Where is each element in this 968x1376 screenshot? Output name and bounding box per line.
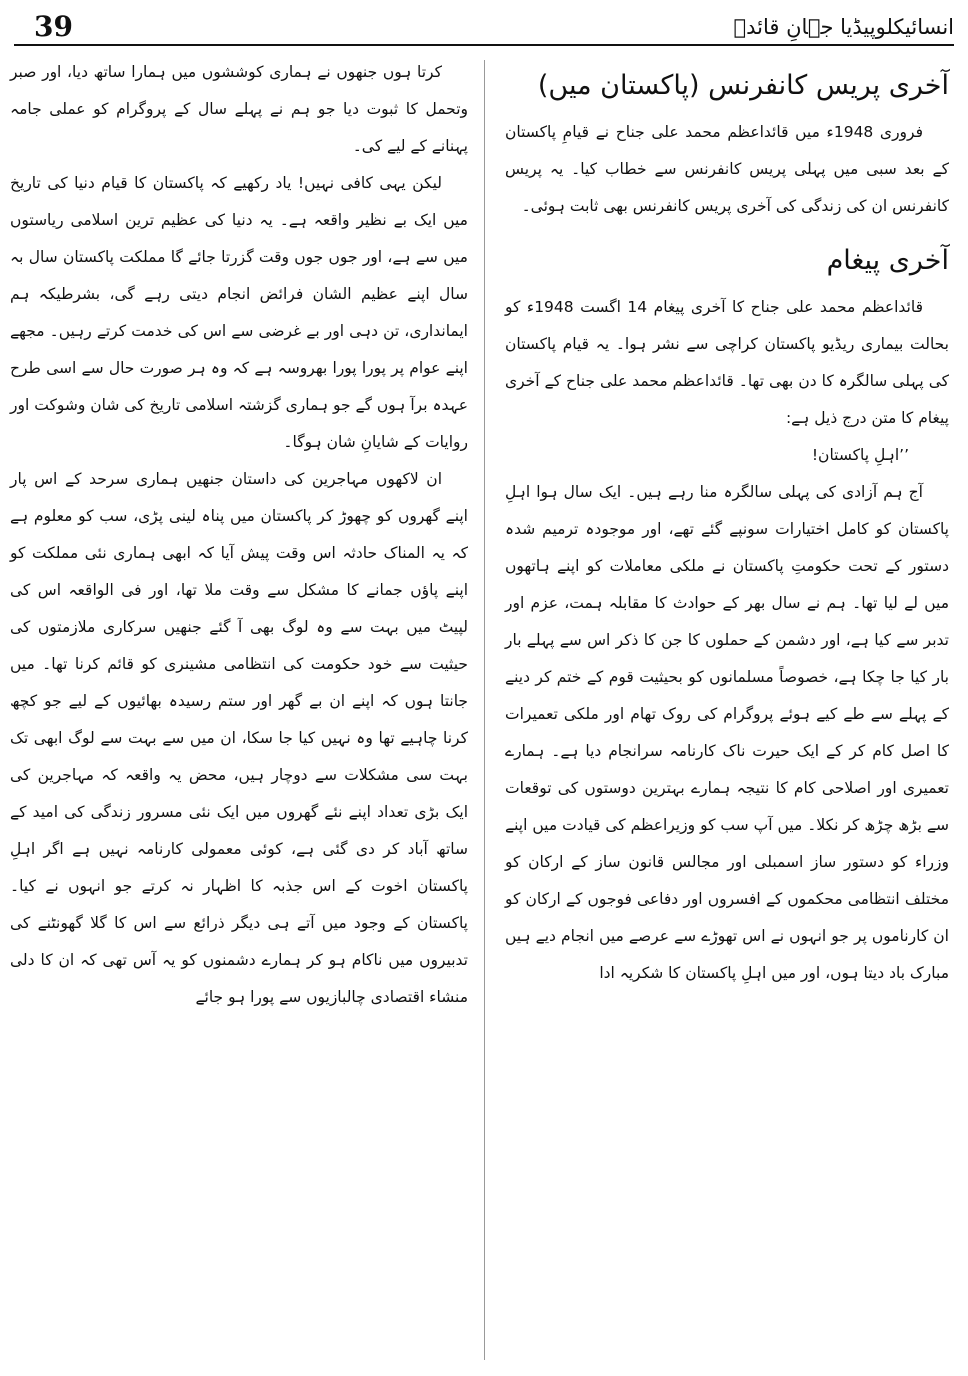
page-header bbox=[14, 10, 954, 48]
running-title: انسائیکلوپیڈیا جہانِ قائدؒ bbox=[733, 15, 954, 39]
paragraph-not-enough: لیکن یہی کافی نہیں! یاد رکھیے کہ پاکستان کا قیام دنیا کی تاریخ میں ایک بے نظیر واقعہ ہے۔ یہ دنیا کی عظیم ترین اسلامی ریاستوں میں سے ہے، اور جوں جوں وقت گزرتا جائے گا مملکت پاکستان سال بہ سال اپنے عظیم الشان فرائض انجام دیتی رہے گی، بشرطیکہ ہم ایمانداری، تن دہی اور بے غرضی سے اس کی خدمت کرتے رہیں۔ مجھے اپنے عوام پر پورا پورا بھروسہ ہے کہ وہ ہر صورت حال سے اسی طرح عہدہ برآ ہوں گے جو ہماری گزشتہ اسلامی تاریخ کی شان وشوکت اور روایات کے شایانِ شان ہوگا۔ bbox=[10, 174, 468, 451]
right-column bbox=[505, 54, 949, 992]
column-divider bbox=[484, 60, 485, 1360]
message-salutation: ’’اہلِ پاکستان! bbox=[811, 446, 909, 464]
left-column bbox=[10, 54, 468, 1016]
page-number: 39 bbox=[34, 10, 73, 43]
section-heading-press-conference: آخری پریس کانفرنس (پاکستان میں) bbox=[537, 70, 949, 101]
paragraph-gratitude: کرتا ہوں جنھوں نے ہماری کوششوں میں ہمارا ساتھ دیا، اور صبر وتحمل کا ثبوت دیا جو ہم نے پہلے سال کے پروگرام کو عملی جامہ پہنانے کے لیے کی۔ bbox=[10, 63, 468, 155]
paragraph-last-message-intro: قائداعظم محمد علی جناح کا آخری پیغام 14 اگست 1948ء کو بحالت بیماری ریڈیو پاکستان کراچی سے نشر ہوا۔ یہ قیام پاکستان کی پہلی سالگرہ کا دن بھی تھا۔ قائداعظم محمد علی جناح کے آخری پیغام کا متن درج ذیل ہے: bbox=[505, 298, 949, 427]
header-rule bbox=[14, 44, 954, 46]
section-heading-last-message: آخری پیغام bbox=[826, 245, 949, 276]
paragraph-message-body: آج ہم آزادی کی پہلی سالگرہ منا رہے ہیں۔ ایک سال ہوا اہلِ پاکستان کو کامل اختیارات سونپے گئے تھے، اور موجودہ ترمیم شدہ دستور کے تحت حکومتِ پاکستان نے ملکی معاملات کو اپنے ہاتھوں میں لے لیا تھا۔ ہم نے سال بھر کے حوادث کا مقابلہ ہمت، عزم اور تدبر سے کیا ہے، اور دشمن کے حملوں کا جن کا ذکر اس سے پہلے بار بار کیا جا چکا ہے، خصوصاً مسلمانوں کو بحیثیت قوم کے ختم کر دینے کے پہلے سے طے کیے ہوئے پروگرام کی روک تھام اور ملکی تعمیرات کا اصل کام کر کے ایک حیرت ناک کارنامہ سرانجام دیا ہے۔ ہمارے تعمیری اور اصلاحی کام کا نتیجہ ہمارے بہترین دوستوں کی توقعات سے بڑھ چڑھ کر نکلا۔ میں آپ سب کو وزیراعظم کی قیادت میں اپنے وزراء کو دستور ساز اسمبلی اور مجالس قانون ساز کے ارکان کو مختلف انتظامی محکموں کے افسروں اور دفاعی فوجوں کے ارکان کو ان کارناموں پر جو انہوں نے اس تھوڑے سے عرصے میں انجام دیے ہیں مبارک باد دیتا ہوں، اور میں اہلِ پاکستان کا شکریہ ادا bbox=[505, 483, 949, 982]
paragraph-refugees: ان لاکھوں مہاجرین کی داستان جنھیں ہماری سرحد کے اس پار اپنے گھروں کو چھوڑ کر پاکستان میں پناہ لینی پڑی، سب کو معلوم ہے کہ یہ المناک حادثہ اس وقت پیش آیا کہ ابھی ہماری نئی مملکت کو اپنے پاؤں جمانے کا مشکل سے وقت ملا تھا، اور فی الواقعہ اس کی لپیٹ میں بہت سے وہ لوگ بھی آ گئے جنھیں سرکاری ملازمتوں کی حیثیت سے خود حکومت کی انتظامی مشینری کو قائم کرنا تھا۔ میں جانتا ہوں کہ اپنے ان بے گھر اور ستم رسیدہ بھائیوں کے لیے جو کچھ کرنا چاہیے تھا وہ نہیں کیا جا سکا، ان میں سے بہت سے لوگ ابھی تک بہت سی مشکلات سے دوچار ہیں، محض یہ واقعہ کہ مہاجرین کی ایک بڑی تعداد اپنے نئے گھروں میں ایک نئی مسرور زندگی کی امید کے ساتھ آباد کر دی گئی ہے، کوئی معمولی کارنامہ نہیں ہے اگر اہلِ پاکستان اخوت کے اس جذبہ کا اظہار نہ کرتے جو انہوں نے کیا۔ پاکستان کے وجود میں آتے ہی دیگر ذرائع سے اس کا گلا گھونٹنے کی تدبیروں میں ناکام ہو کر ہمارے دشمنوں کو یہ آس تھی کہ ان کا دلی منشاء اقتصادی چالبازیوں سے پورا ہو جائے bbox=[10, 470, 468, 1006]
paragraph-press-conference: فروری 1948ء میں قائداعظم محمد علی جناح نے قیامِ پاکستان کے بعد سبی میں پہلی پریس کانفرنس سے خطاب کیا۔ یہ پریس کانفرنس ان کی زندگی کی آخری پریس کانفرنس بھی ثابت ہوئی۔ bbox=[505, 123, 949, 215]
